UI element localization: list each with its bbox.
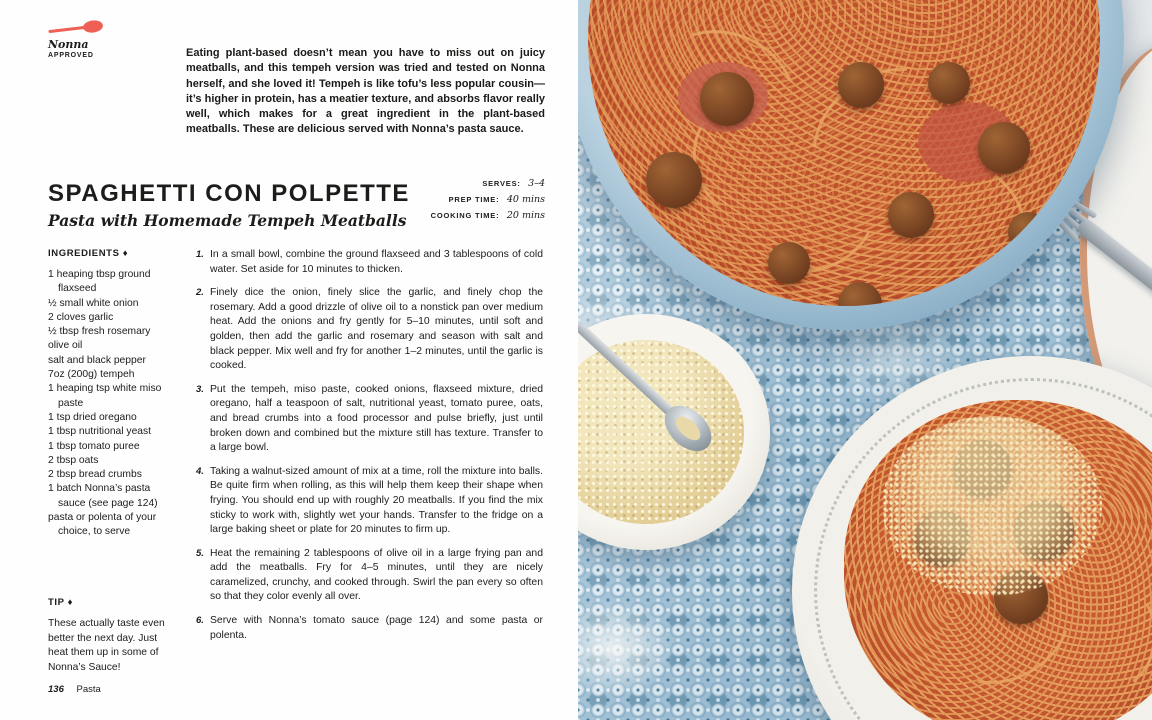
ingredient-item: 2 tbsp oats [48, 454, 99, 466]
prep-time-value: 40 mins [506, 194, 545, 205]
ingredient-item: 1 tbsp nutritional yeast [48, 426, 152, 438]
serves-value: 3–4 [528, 178, 545, 189]
step-item [196, 465, 543, 538]
step-item [196, 614, 543, 643]
prep-time-label: PREP TIME: [448, 195, 500, 204]
step-text: Heat the remaining 2 tablespoons of olive oil in a large frying pan and add the meatballs. Fry for 4–5 minutes, until they are nicely caramelized, crunchy, and cooked through. Swirl the pan every so often so that they color evenly all over. [210, 547, 543, 603]
ingredient-item: 2 tbsp bread crumbs [48, 469, 142, 481]
chapter-name: Pasta [76, 684, 101, 695]
page-footer [48, 684, 101, 695]
spaghetti-and-sauce [588, 0, 1100, 306]
ingredient-item: ½ tbsp fresh rosemary [48, 326, 151, 338]
recipe-meta [320, 175, 545, 223]
cooking-time-value: 20 mins [506, 210, 545, 221]
step-number: 6. [196, 615, 204, 627]
parmesan-sprinkle [882, 416, 1102, 596]
ingredient-item: 7oz (200g) tempeh [48, 369, 135, 381]
step-text: In a small bowl, combine the ground flaxseed and 3 tablespoons of cold water. Set aside for 10 minutes to thicken. [210, 249, 543, 275]
meatball [888, 192, 934, 238]
step-item [196, 383, 543, 456]
badge-approved-label: APPROVED [48, 52, 94, 59]
ingredient-item: 2 cloves garlic [48, 311, 114, 323]
meatball [838, 62, 884, 108]
step-text: Serve with Nonna’s tomato sauce (page 124) and some pasta or polenta. [210, 615, 543, 641]
cooking-time-row [320, 207, 545, 223]
step-item [196, 248, 543, 277]
meatball [928, 62, 970, 104]
meatball [1008, 212, 1048, 252]
step-item [196, 547, 543, 605]
badge-name: Nonna [48, 38, 89, 51]
step-text: Taking a walnut-sized amount of mix at a time, roll the mixture into balls. Be quite firm when rolling, as this will help them keep their shape when frying. You should end up with roughly 20 meatballs. If you find the mix sticky to work with, slightly wet your hands. Transfer to the fridge on a large baking sheet or plate for 20 minutes to firm up. [210, 465, 543, 536]
meatball [700, 72, 754, 126]
step-number: 3. [196, 383, 204, 395]
ingredient-item: 1 heaping tbsp ground flaxseed [48, 269, 151, 295]
ingredient-item: 1 tsp dried oregano [48, 411, 137, 423]
spoon-icon [48, 20, 104, 36]
tip-section [48, 597, 172, 675]
tip-header: TIP ♦ [48, 597, 74, 608]
recipe-title: SPAGHETTI CON POLPETTE [48, 180, 410, 207]
step-number: 2. [196, 287, 204, 299]
nonna-approved-badge [48, 20, 138, 59]
meatball [646, 152, 702, 208]
cooking-time-label: COOKING TIME: [430, 211, 500, 220]
ingredient-item: 1 batch Nonna’s pasta sauce (see page 124) [48, 483, 158, 509]
meatball [768, 242, 810, 284]
spaghetti-strand [1053, 575, 1152, 700]
food-photo [578, 0, 1152, 720]
ingredient-item: ½ small white onion [48, 297, 139, 309]
step-number: 1. [196, 249, 204, 260]
ingredient-item: pasta or polenta of your choice, to serve [48, 512, 157, 538]
step-item [196, 286, 543, 374]
step-number: 5. [196, 547, 204, 559]
intro-paragraph: Eating plant-based doesn’t mean you have to miss out on juicy meatballs, and this tempeh version was tried and tested on Nonna herself, and she loved it! Tempeh is like tofu’s less popular cousin—it’s higher in protein, has a meatier texture, and absorbs flavor really well, which makes for a great ingredient in the plant-based meatballs. These are delicious served with Nonna’s pasta sauce. [186, 47, 545, 136]
meatball [838, 282, 882, 306]
ingredients-list [48, 268, 180, 540]
serves-row [320, 175, 545, 191]
prep-time-row [320, 191, 545, 207]
ingredients-header: INGREDIENTS ♦ [48, 248, 129, 259]
step-number: 4. [196, 465, 204, 477]
page-number: 136 [48, 684, 64, 695]
ingredient-item: 1 heaping tsp white miso paste [48, 383, 162, 409]
step-text: Put the tempeh, miso paste, cooked onions, flaxseed mixture, dried oregano, half a teaspoon of salt, nutritional yeast, tomato puree, oats, and bread crumbs into a food processor and pulse briefly, just until broken down and combined but the mixture still has texture. Transfer to a large bowl. [210, 383, 543, 454]
ingredients-section [48, 248, 180, 540]
ingredient-item: 1 tbsp tomato puree [48, 440, 140, 452]
step-text: Finely dice the onion, finely slice the garlic, and finely chop the rosemary. Add a good drizzle of olive oil to a nonstick pan over medium heat. Add the onions and fry gently for 5–10 minutes, until soft and golden, then add the garlic and rosemary and season with salt and black pepper. Mix well and fry for another 1–2 minutes, until the garlic is cooked. [210, 287, 543, 372]
tip-text: These actually taste even better the next day. Just heat them up in some of Nonna’s Sauce! [48, 618, 165, 673]
meatball [978, 122, 1030, 174]
serves-label: SERVES: [482, 179, 521, 188]
method-steps [196, 248, 543, 652]
ingredient-item: salt and black pepper [48, 354, 146, 366]
ingredient-item: olive oil [48, 340, 83, 352]
recipe-subtitle: Pasta with Homemade Tempeh Meatballs [48, 211, 407, 230]
